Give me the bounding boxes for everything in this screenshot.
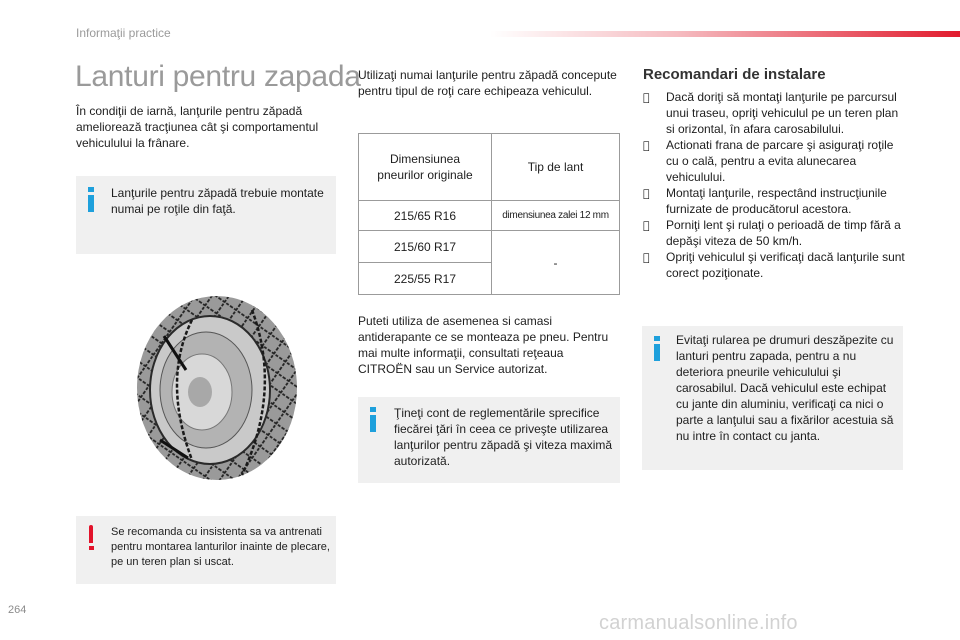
table-cell-size: 215/60 R17 [359,231,492,263]
checkbox-bullet-icon [643,250,650,266]
checkbox-bullet-icon [643,186,650,202]
info-icon [370,407,376,432]
list-item: Opriţi vehiculul şi verificaţi dacă lanţurile sunt corect poziţionate. [643,249,905,281]
list-item: Actionati frana de parcare şi asiguraţi roţile cu o cală, pentru a evita alunecarea vehiculului. [643,137,905,185]
info-icon [88,187,94,212]
table-cell-chain-type: dimensiunea zalei 12 mm [492,201,620,231]
list-item: Porniţi lent şi rulaţi o perioadă de timp fără a depăşi viteza de 50 km/h. [643,217,905,249]
page-title: Lanturi pentru zapada [75,60,361,93]
anti-skid-socks-paragraph: Puteti utiliza de asemenea si camasi antiderapante ce se monteaza pe pneu. Pentru mai multe informaţii, consultati reţeaua CITROËN sau un Service autorizat. [358,314,609,376]
info-rims-text: Evitaţi rularea pe drumuri deszăpezite cu lanturi pentru zapada, pentru a nu deteriora pneurile vehiculului şi carosabilul. Dacă vehiculul este echipat cu jante din aluminiu, verificaţi ca nici o parte a lanţului sau a fixărilor acestuia să nu intre în contact cu janta. [676,333,894,443]
checkbox-bullet-icon [643,90,650,106]
list-item: Montaţi lanţurile, respectând instrucţiunile furnizate de producătorul acestora. [643,185,905,217]
list-item: Dacă doriţi să montaţi lanţurile pe parcursul unui traseu, opriţi vehiculul pe un teren plan si orizontal, în afara carosabilului. [643,89,905,137]
recommendations-list [643,89,905,281]
tire-chain-table [358,133,620,295]
table-cell-chain-type: - [492,231,620,295]
tire-with-snow-chain-illustration [122,290,302,485]
chains-usage-paragraph: Utilizaţi numai lanţurile pentru zăpadă concepute pentru tipul de roţi care echipeaza vehiculul. [358,68,617,98]
info-box-front-wheels [76,176,336,254]
section-header: Informaţii practice [76,26,171,40]
page-number: 264 [8,604,27,616]
warning-icon [88,525,94,550]
checkbox-bullet-icon [643,138,650,154]
info-icon [654,336,660,361]
header-rule [490,31,960,37]
checkbox-bullet-icon [643,218,650,234]
info-front-text: Lanţurile pentru zăpadă trebuie montate numai pe roţile din faţă. [111,186,324,216]
table-header-chain-type: Tip de lant [492,134,620,201]
recommendations-title: Recomandari de instalare [643,66,826,83]
info-box-regulations [358,397,620,483]
table-cell-size: 225/55 R17 [359,263,492,295]
info-regulations-text: Ţineţi cont de reglementările sprecifice fiecărei ţări în ceea ce priveşte utilizarea lanţurilor pentru zăpadă şi viteza maximă autorizată. [394,406,613,468]
table-cell-size: 215/65 R16 [359,201,492,231]
warning-text: Se recomanda cu insistenta sa va antrenati pentru montarea lanturilor inainte de plecare, pe un teren plan si uscat. [111,526,330,568]
intro-paragraph: În condiţii de iarnă, lanţurile pentru zăpadă ameliorează tracţiunea cât şi comportamentul vehiculului la frânare. [76,104,319,150]
warning-box [76,516,336,584]
info-box-aluminium-rims [642,326,903,470]
watermark: carmanualsonline.info [599,612,798,634]
table-header-tyre-size: Dimensiunea pneurilor originale [377,152,473,182]
